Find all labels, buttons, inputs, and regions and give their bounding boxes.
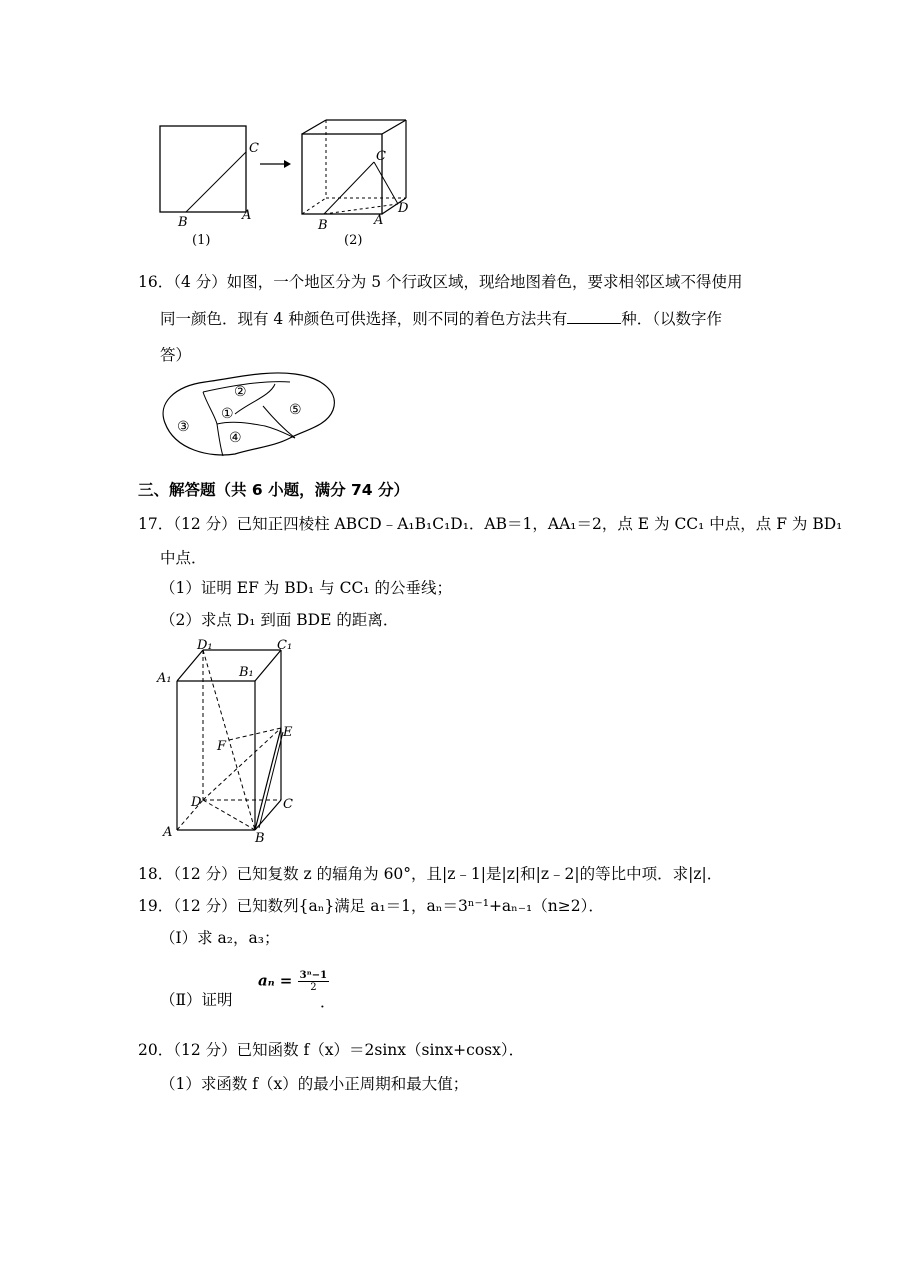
segment-bd [324, 204, 398, 214]
square-shape [160, 126, 246, 212]
point-a-label-2: A [374, 213, 384, 228]
figure-label-2: (2) [344, 233, 363, 248]
q16-line2-end: 种．（以数字作 [621, 310, 722, 328]
q16-line1: 16．（4 分）如图，一个地区分为 5 个行政区域，现给地图着色，要求相邻区域不得使用 [138, 273, 743, 291]
q16-line3: 答） [160, 346, 192, 364]
prism-edge [255, 650, 281, 681]
q20-line1: 20．（12 分）已知函数 f（x）＝2sinx（sinx+cosx）． [138, 1041, 525, 1059]
label-e: E [283, 725, 293, 740]
label-b1: B₁ [239, 665, 254, 680]
q19-formula [258, 970, 329, 993]
region-4-label: ④ [229, 430, 242, 446]
arrow-head-icon [284, 160, 291, 168]
region-5-label: ⑤ [289, 402, 302, 418]
figure-q16-map [155, 368, 340, 460]
formula-end: ． [320, 993, 336, 1011]
point-a-label-1: A [242, 208, 252, 223]
formula-denominator: 2 [310, 982, 317, 993]
segment-bc [324, 162, 374, 214]
label-d: D [191, 795, 202, 810]
formula-lhs: aₙ = [258, 971, 293, 990]
point-c-label-2: C [376, 149, 386, 164]
q19-part1: （Ⅰ）求 a₂，a₃； [160, 929, 280, 947]
cube-edge [302, 120, 326, 134]
figure-label-1: (1) [192, 233, 211, 248]
segment-de [203, 728, 281, 800]
prism-hidden-edge [203, 800, 255, 830]
point-d-label-2: D [398, 201, 409, 216]
label-f: F [217, 739, 227, 754]
point-c-label-1: C [249, 141, 259, 156]
map-border [203, 392, 223, 456]
figure-q17-prism [155, 636, 305, 846]
q17-part1: （1）证明 EF 为 BD₁ 与 CC₁ 的公垂线； [160, 579, 452, 597]
label-c1: C₁ [277, 638, 293, 653]
q17-line1: 17．（12 分）已知正四棱柱 ABCD﹣A₁B₁C₁D₁．AB＝1，AA₁＝2，点 E 为 CC₁ 中点，点 F 为 BD₁ [138, 515, 843, 533]
point-b-label-1: B [178, 215, 188, 230]
figure-q15 [150, 112, 430, 252]
answer-blank [567, 309, 621, 324]
q16-line2-text: 同一颜色．现有 4 种颜色可供选择，则不同的着色方法共有 [160, 310, 568, 328]
q19-line1: 19．（12 分）已知数列{aₙ}满足 a₁＝1，aₙ＝3ⁿ⁻¹+aₙ₋₁（n≥2）． [138, 897, 604, 915]
region-3-label: ③ [177, 419, 190, 435]
region-2-label: ② [234, 384, 247, 400]
label-b: B [255, 831, 265, 846]
section-heading: 三、解答题（共 6 小题，满分 74 分） [138, 481, 409, 499]
label-d1: D₁ [197, 638, 213, 653]
cube-front-face [302, 134, 382, 214]
label-a: A [163, 825, 173, 840]
q18-text: 18．（12 分）已知复数 z 的辐角为 60°，且|z﹣1|是|z|和|z﹣2|的等比中项．求|z|． [138, 865, 723, 883]
diagonal-bc [186, 152, 246, 212]
region-1-label: ① [221, 406, 234, 422]
label-c: C [283, 797, 293, 812]
segment-bc [259, 732, 283, 828]
q17-part2: （2）求点 D₁ 到面 BDE 的距离． [160, 611, 399, 629]
map-outline [163, 373, 334, 455]
q19-part2: （Ⅱ）证明 [160, 991, 233, 1009]
q17-line2: 中点． [160, 549, 207, 567]
point-b-label-2: B [318, 218, 328, 233]
label-a1: A₁ [157, 671, 172, 686]
q16-line2 [160, 309, 722, 329]
cube-edge [382, 120, 406, 134]
formula-fraction [298, 970, 330, 993]
prism-edge [177, 650, 203, 681]
q20-part1: （1）求函数 f（x）的最小正周期和最大值； [160, 1075, 469, 1093]
formula-numerator: 3ⁿ−1 [299, 970, 328, 981]
cube-hidden-edge [302, 198, 326, 214]
